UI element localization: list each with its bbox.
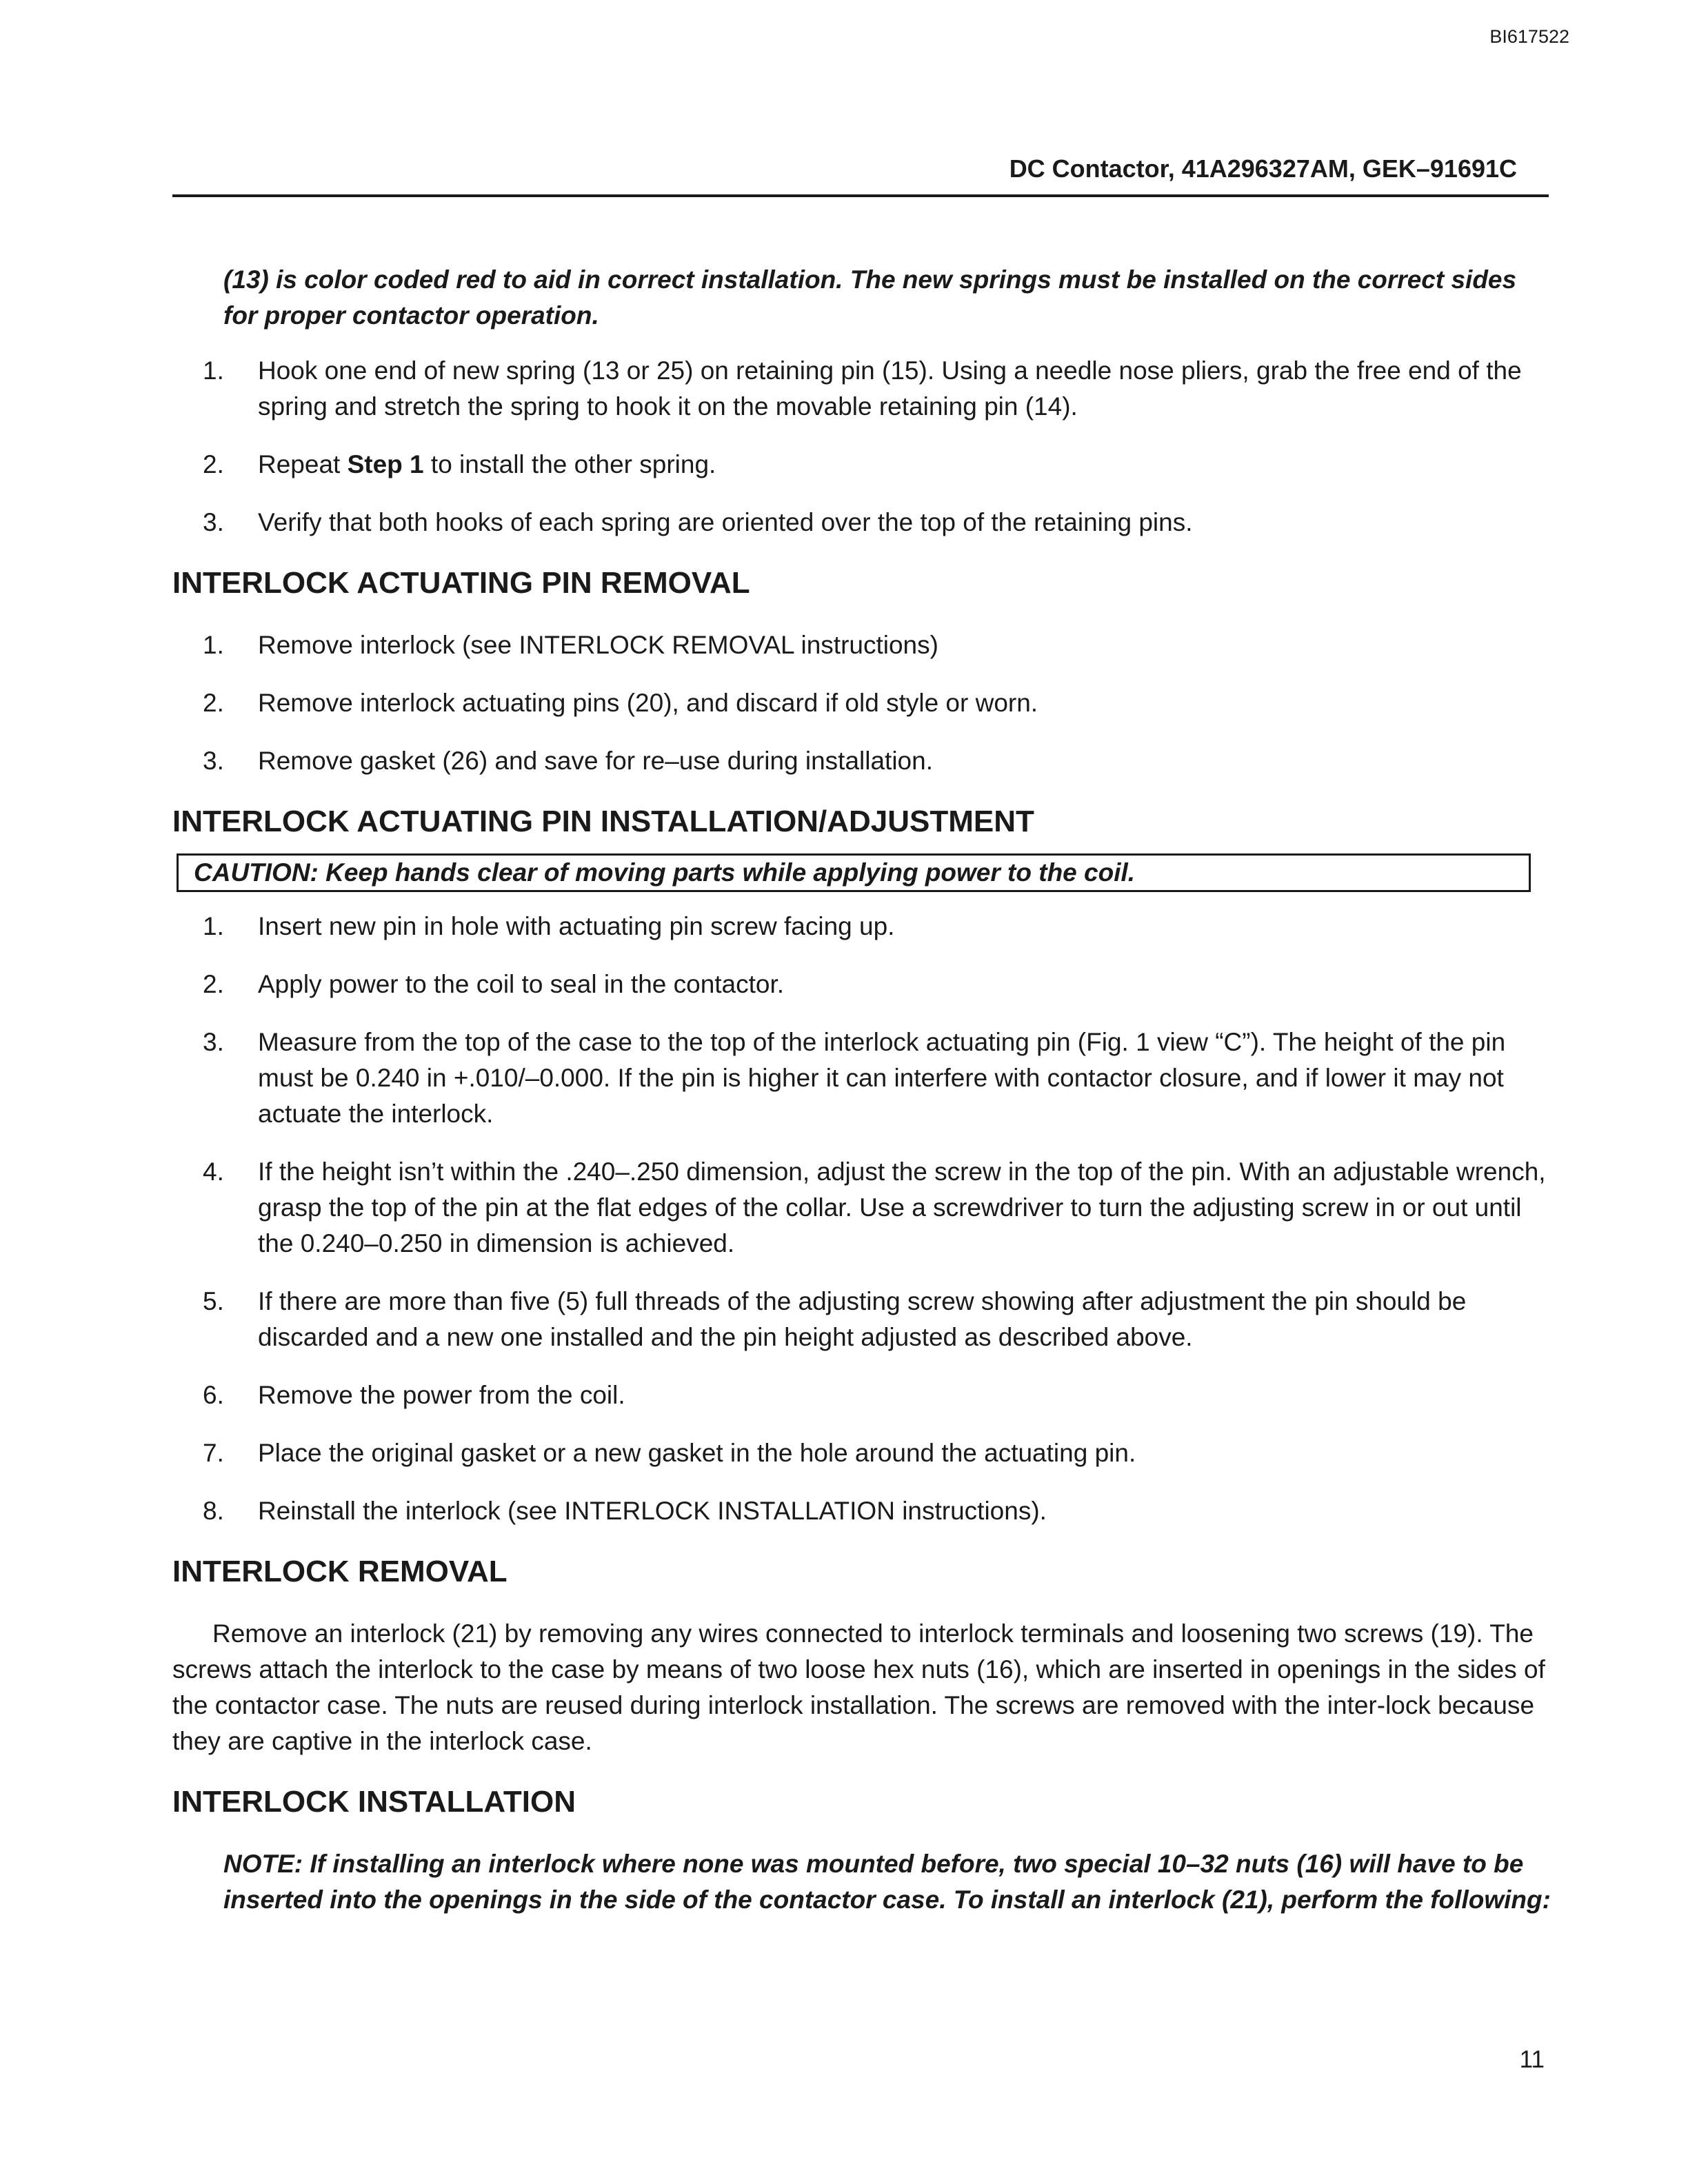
- list-item: [172, 909, 1551, 944]
- step-text: Verify that both hooks of each spring are oriented over the top of the retaining pins.: [258, 508, 1193, 536]
- step-number: 2.: [203, 450, 224, 478]
- section-title-interlock-removal: INTERLOCK REMOVAL: [172, 1555, 508, 1588]
- page-content: [172, 262, 1551, 1937]
- caution-box: CAUTION: Keep hands clear of moving parts while applying power to the coil.: [177, 853, 1531, 892]
- step-number: 1.: [203, 631, 224, 659]
- step-number: 7.: [203, 1439, 224, 1467]
- step-text: Remove interlock actuating pins (20), and discard if old style or worn.: [258, 689, 1038, 717]
- step-text: [258, 447, 1551, 483]
- document-id: BI617522: [1489, 26, 1569, 47]
- list-item: [172, 353, 1551, 425]
- step-text: Measure from the top of the case to the top of the interlock actuating pin (Fig. 1 view “C”). The height of the pin must be 0.240 in +.010/–0.000. If the pin is higher it can interfere with contactor closure, and if lower it may not actuate the interlock.: [258, 1028, 1506, 1128]
- step-text-post: to install the other spring.: [423, 450, 716, 478]
- list-item: [172, 627, 1551, 663]
- step-text: Apply power to the coil to seal in the contactor.: [258, 970, 785, 998]
- step-text: Hook one end of new spring (13 or 25) on retaining pin (15). Using a needle nose pliers, grab the free end of the spring and stretch the spring to hook it on the movable retaining pin (14).: [258, 356, 1522, 421]
- list-item: [172, 1493, 1551, 1529]
- step-text: Insert new pin in hole with actuating pin screw facing up.: [258, 912, 895, 940]
- step-text: If there are more than five (5) full threads of the adjusting screw showing after adjustment the pin should be discarded and a new one installed and the pin height adjusted as described above.: [258, 1287, 1467, 1351]
- step-text: Remove the power from the coil.: [258, 1381, 625, 1409]
- section-title-pin-installation: INTERLOCK ACTUATING PIN INSTALLATION/ADJUSTMENT: [172, 805, 1034, 838]
- step-number: 3.: [203, 747, 224, 775]
- step-text: If the height isn’t within the .240–.250 dimension, adjust the screw in the top of the pin. With an adjustable wrench, grasp the top of the pin at the flat edges of the collar. Use a screwdriver to turn the adjusting screw in or out until the 0.240–0.250 in dimension is achieved.: [258, 1157, 1546, 1257]
- list-item: [172, 1154, 1551, 1262]
- step-reference: Step 1: [347, 450, 424, 478]
- step-text-pre: Repeat: [258, 450, 348, 478]
- note-spring-color: (13) is color coded red to aid in correct installation. The new springs must be installed on the correct sides for proper contactor operation.: [223, 265, 1517, 330]
- list-item: [172, 1024, 1551, 1132]
- section-title-pin-removal: INTERLOCK ACTUATING PIN REMOVAL: [172, 566, 750, 600]
- section-title-interlock-installation: INTERLOCK INSTALLATION: [172, 1785, 576, 1819]
- list-item: [172, 685, 1551, 721]
- list-item: [172, 1435, 1551, 1471]
- list-item: [172, 743, 1551, 779]
- step-number: 3.: [203, 1028, 224, 1056]
- step-number: 1.: [203, 912, 224, 940]
- list-item: [172, 967, 1551, 1002]
- step-number: 5.: [203, 1287, 224, 1315]
- step-text: Remove interlock (see INTERLOCK REMOVAL instructions): [258, 631, 938, 659]
- step-number: 8.: [203, 1497, 224, 1525]
- interlock-removal-paragraph: Remove an interlock (21) by removing any wires connected to interlock terminals and loosening two screws (19). The screws attach the interlock to the case by means of two loose hex nuts (16), which are inserted in openings in the sides of the contactor case. The nuts are reused during interlock installation. The screws are removed with the inter-lock because they are captive in the interlock case.: [172, 1619, 1545, 1755]
- running-header: DC Contactor, 41A296327AM, GEK–91691C: [1009, 154, 1517, 183]
- list-item: [172, 1284, 1551, 1355]
- step-number: 6.: [203, 1381, 224, 1409]
- step-number: 4.: [203, 1157, 224, 1186]
- list-item: [172, 505, 1551, 540]
- step-number: 1.: [203, 356, 224, 385]
- list-item: [172, 447, 1551, 483]
- step-text: Place the original gasket or a new gasket in the hole around the actuating pin.: [258, 1439, 1136, 1467]
- spring-install-steps: [172, 353, 1551, 540]
- header-rule: [172, 194, 1549, 197]
- step-number: 2.: [203, 689, 224, 717]
- page-number: 11: [1519, 2046, 1545, 2073]
- pin-installation-steps: [172, 909, 1551, 1529]
- step-text: Remove gasket (26) and save for re–use during installation.: [258, 747, 933, 775]
- step-number: 2.: [203, 970, 224, 998]
- note-interlock-installation: NOTE: If installing an interlock where none was mounted before, two special 10–32 nuts (16) will have to be inserted into the openings in the side of the contactor case. To install an interlock (21), perform the following:: [223, 1850, 1551, 1914]
- list-item: [172, 1377, 1551, 1413]
- step-text: Reinstall the interlock (see INTERLOCK INSTALLATION instructions).: [258, 1497, 1047, 1525]
- pin-removal-steps: [172, 627, 1551, 779]
- step-number: 3.: [203, 508, 224, 536]
